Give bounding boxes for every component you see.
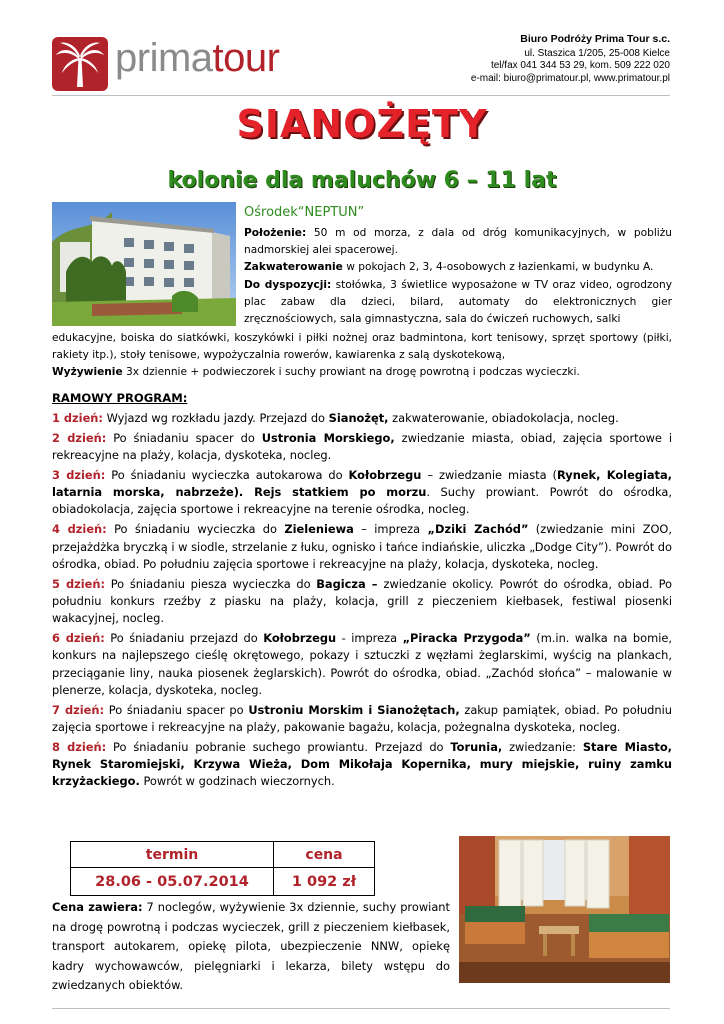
- accommodation-text: w pokojach 2, 3, 4-osobowych z łazienkami, w budynku A.: [342, 261, 654, 274]
- day-text: (m.in. walka na bomie, konkurs na najlepszego cieślę okrętowego, pokazy i sztuczki z węzłami żeglarskimi, wyścig na plankach, przeciąganie liny, nauka piosenek żeglarskich). Powrót do ośrodka, obiad. „Zachód słońca” – malowanie w plenerze, kolacja, dyskoteka, nocleg.: [52, 631, 672, 697]
- day-highlight: Kołobrzegu: [348, 467, 422, 482]
- room-photo: [459, 836, 670, 983]
- location-label: Położenie:: [244, 227, 307, 239]
- program-days: [52, 410, 672, 793]
- building-photo: [52, 202, 236, 326]
- center-description: [244, 225, 672, 328]
- day-highlight: Sianożęt,: [328, 411, 389, 425]
- day-text: zwiedzanie miasta, obiad, zajęcia sportowe i rekreacyjne na plaży, kolacja, dyskoteka, nocleg.: [52, 430, 673, 463]
- day-label: 5 dzień:: [52, 576, 106, 591]
- day-highlight: Kołobrzegu: [263, 631, 337, 646]
- day-label: 4 dzień:: [52, 522, 107, 537]
- day-text: zakwaterowanie, obiadokolacja, nocleg.: [388, 411, 619, 425]
- center-description-continued: [52, 330, 672, 382]
- logo-palm-icon: [52, 37, 108, 91]
- day-highlight: „Dziki Zachód”: [427, 522, 529, 537]
- price-value: 1 092 zł: [274, 868, 375, 896]
- day-text: (zwiedzanie mini ZOO, przejażdżka bryczką i w siodle, strzelanie z łuku, ognisko i tańce indiańskie, uliczka „Dodge City”). Powrót do ośrodka, obiad. Po południu zajęcia sportowe i rekreacyjne na plaży, kolacja, dyskoteka, nocleg.: [52, 522, 673, 571]
- term-value: 28.06 - 05.07.2014: [71, 868, 274, 896]
- day-highlight: Rynek, Kolegiata, latarnia morska, nabrzeże). Rejs statkiem po morzu: [52, 467, 673, 500]
- day-text: Po śniadaniu przejazd do: [104, 631, 264, 646]
- day-highlight: Ustroniu Morskim i Sianożętach,: [248, 702, 460, 717]
- price-header: cena: [274, 842, 375, 868]
- program-heading: RAMOWY PROGRAM:: [52, 391, 188, 405]
- includes-text: 7 noclegów, wyżywienie 3x dziennie, suchy prowiant na drogę powrotną i podczas wycieczek, grill z pieczeniem kiełbasek, transport autokarem, opiekę pilota, ubezpieczenie NNW, opiekę kadry wychowawców, pielęgniarki i lekarza, bilety wstępu do zwiedzanych obiektów.: [52, 900, 450, 993]
- day-text: Po śniadaniu spacer po: [104, 702, 249, 717]
- footer-divider: [52, 1008, 670, 1009]
- program-day: [52, 630, 672, 699]
- program-day: [52, 521, 672, 573]
- available-text: stołówka, 3 świetlice wyposażone w TV oraz video, ogrodzony plac zabaw dla dzieci, bilard, automaty do elektronicznych gier zręcznościowych, sala gimnastyczna, sala do ćwiczeń ruchowych, salki: [244, 278, 672, 326]
- available-label: Do dyspozycji:: [244, 278, 332, 291]
- company-name: Biuro Podróży Prima Tour s.c.: [520, 33, 670, 45]
- program-day: [52, 430, 672, 465]
- day-highlight: Bagicza –: [316, 576, 384, 591]
- program-day: [52, 576, 672, 628]
- logo-text-tour: tour: [212, 36, 280, 80]
- day-text: – impreza: [353, 522, 428, 537]
- day-label: 2 dzień:: [52, 430, 107, 445]
- program-day: [52, 739, 672, 791]
- day-text: Po śniadaniu spacer do: [106, 430, 262, 445]
- day-text: – zwiedzanie miasta (: [421, 467, 558, 482]
- center-name: Ośrodek“NEPTUN”: [244, 205, 365, 220]
- day-highlight: Zieleniewa: [284, 522, 354, 537]
- company-email[interactable]: e-mail: biuro@primatour.pl, www.primatour.pl: [470, 72, 670, 84]
- day-text: . Suchy prowiant. Powrót do ośrodka, obiadokolacja, zajęcia sportowe i rekreacyjne na terenie ośrodka, nocleg.: [52, 485, 672, 517]
- price-includes: [52, 898, 450, 996]
- day-text: zwiedzanie:: [502, 739, 583, 754]
- location-text: 50 m od morza, z dala od dróg komunikacyjnych, w pobliżu nadmorskiej alei spacerowej.: [244, 227, 672, 257]
- company-contact: [471, 33, 670, 85]
- program-day: [52, 702, 672, 737]
- day-label: 7 dzień:: [52, 702, 105, 717]
- day-text: Po śniadaniu wycieczka autokarowa do: [105, 467, 349, 482]
- day-label: 3 dzień:: [52, 467, 106, 482]
- page-title: SIANOŻĘTY: [236, 102, 488, 146]
- page-subtitle: kolonie dla maluchów 6 – 11 lat: [167, 168, 557, 193]
- day-text: Po śniadaniu piesza wycieczka do: [105, 576, 317, 591]
- program-day: [52, 467, 672, 519]
- company-phone: tel/fax 041 344 53 29, kom. 509 222 020: [490, 60, 670, 72]
- day-text: Wyjazd wg rozkładu jazdy. Przejazd do: [102, 411, 329, 425]
- day-text: Po śniadaniu pobranie suchego prowiantu. Przejazd do: [106, 739, 451, 754]
- day-label: 6 dzień:: [52, 631, 105, 646]
- day-highlight: Stare Miasto, Rynek Staromiejski, Krzywa Wieża, Dom Mikołaja Kopernika, mury miejskie, ruiny zamku krzyżackiego.: [52, 739, 672, 789]
- program-day: [52, 410, 672, 427]
- day-label: 8 dzień:: [52, 739, 107, 754]
- available-text-continued: edukacyjne, boiska do siatkówki, koszykówki i piłki nożnej oraz badmintona, kort tenisowy, sprzęt sportowy (piłki, rakiety itp.), stoły tenisowe, wypożyczalnia rowerów, kawiarenka z salą dyskotekową,: [52, 332, 672, 362]
- food-label: Wyżywienie: [52, 366, 123, 379]
- logo-text-prima: prima: [115, 36, 213, 80]
- day-text: Powrót w godzinach wieczornych.: [139, 774, 335, 789]
- day-text: zakup pamiątek, obiad. Po południu zajęcia sportowe i rekreacyjne na plaży, pakowanie bagażu, kolacja, pożegnalna dyskoteka, nocleg.: [52, 702, 672, 735]
- logo-wordmark: [115, 36, 279, 81]
- company-address: ul. Staszica 1/205, 25-008 Kielce: [524, 48, 670, 60]
- food-text: 3x dziennie + podwieczorek i suchy prowiant na drogę powrotną i podczas wycieczki.: [122, 366, 580, 379]
- term-header: termin: [71, 842, 274, 868]
- price-table: [70, 841, 375, 896]
- day-highlight: Ustronia Morskiego,: [261, 430, 395, 445]
- day-text: zwiedzanie okolicy. Powrót do ośrodka, obiad. Po południu konkurs rzeźby z piasku na plaży, kolacja, grill z pieczeniem kiełbasek, festiwal piosenki wakacyjnej, nocleg.: [52, 576, 672, 626]
- day-text: - impreza: [336, 631, 403, 646]
- header-divider: [52, 95, 670, 96]
- includes-label: Cena zawiera:: [52, 900, 143, 914]
- day-text: Po śniadaniu wycieczka do: [106, 522, 285, 537]
- accommodation-label: Zakwaterowanie: [244, 261, 343, 274]
- day-label: 1 dzień:: [52, 411, 103, 425]
- day-highlight: „Piracka Przygoda”: [402, 631, 531, 646]
- day-highlight: Torunia,: [450, 739, 503, 754]
